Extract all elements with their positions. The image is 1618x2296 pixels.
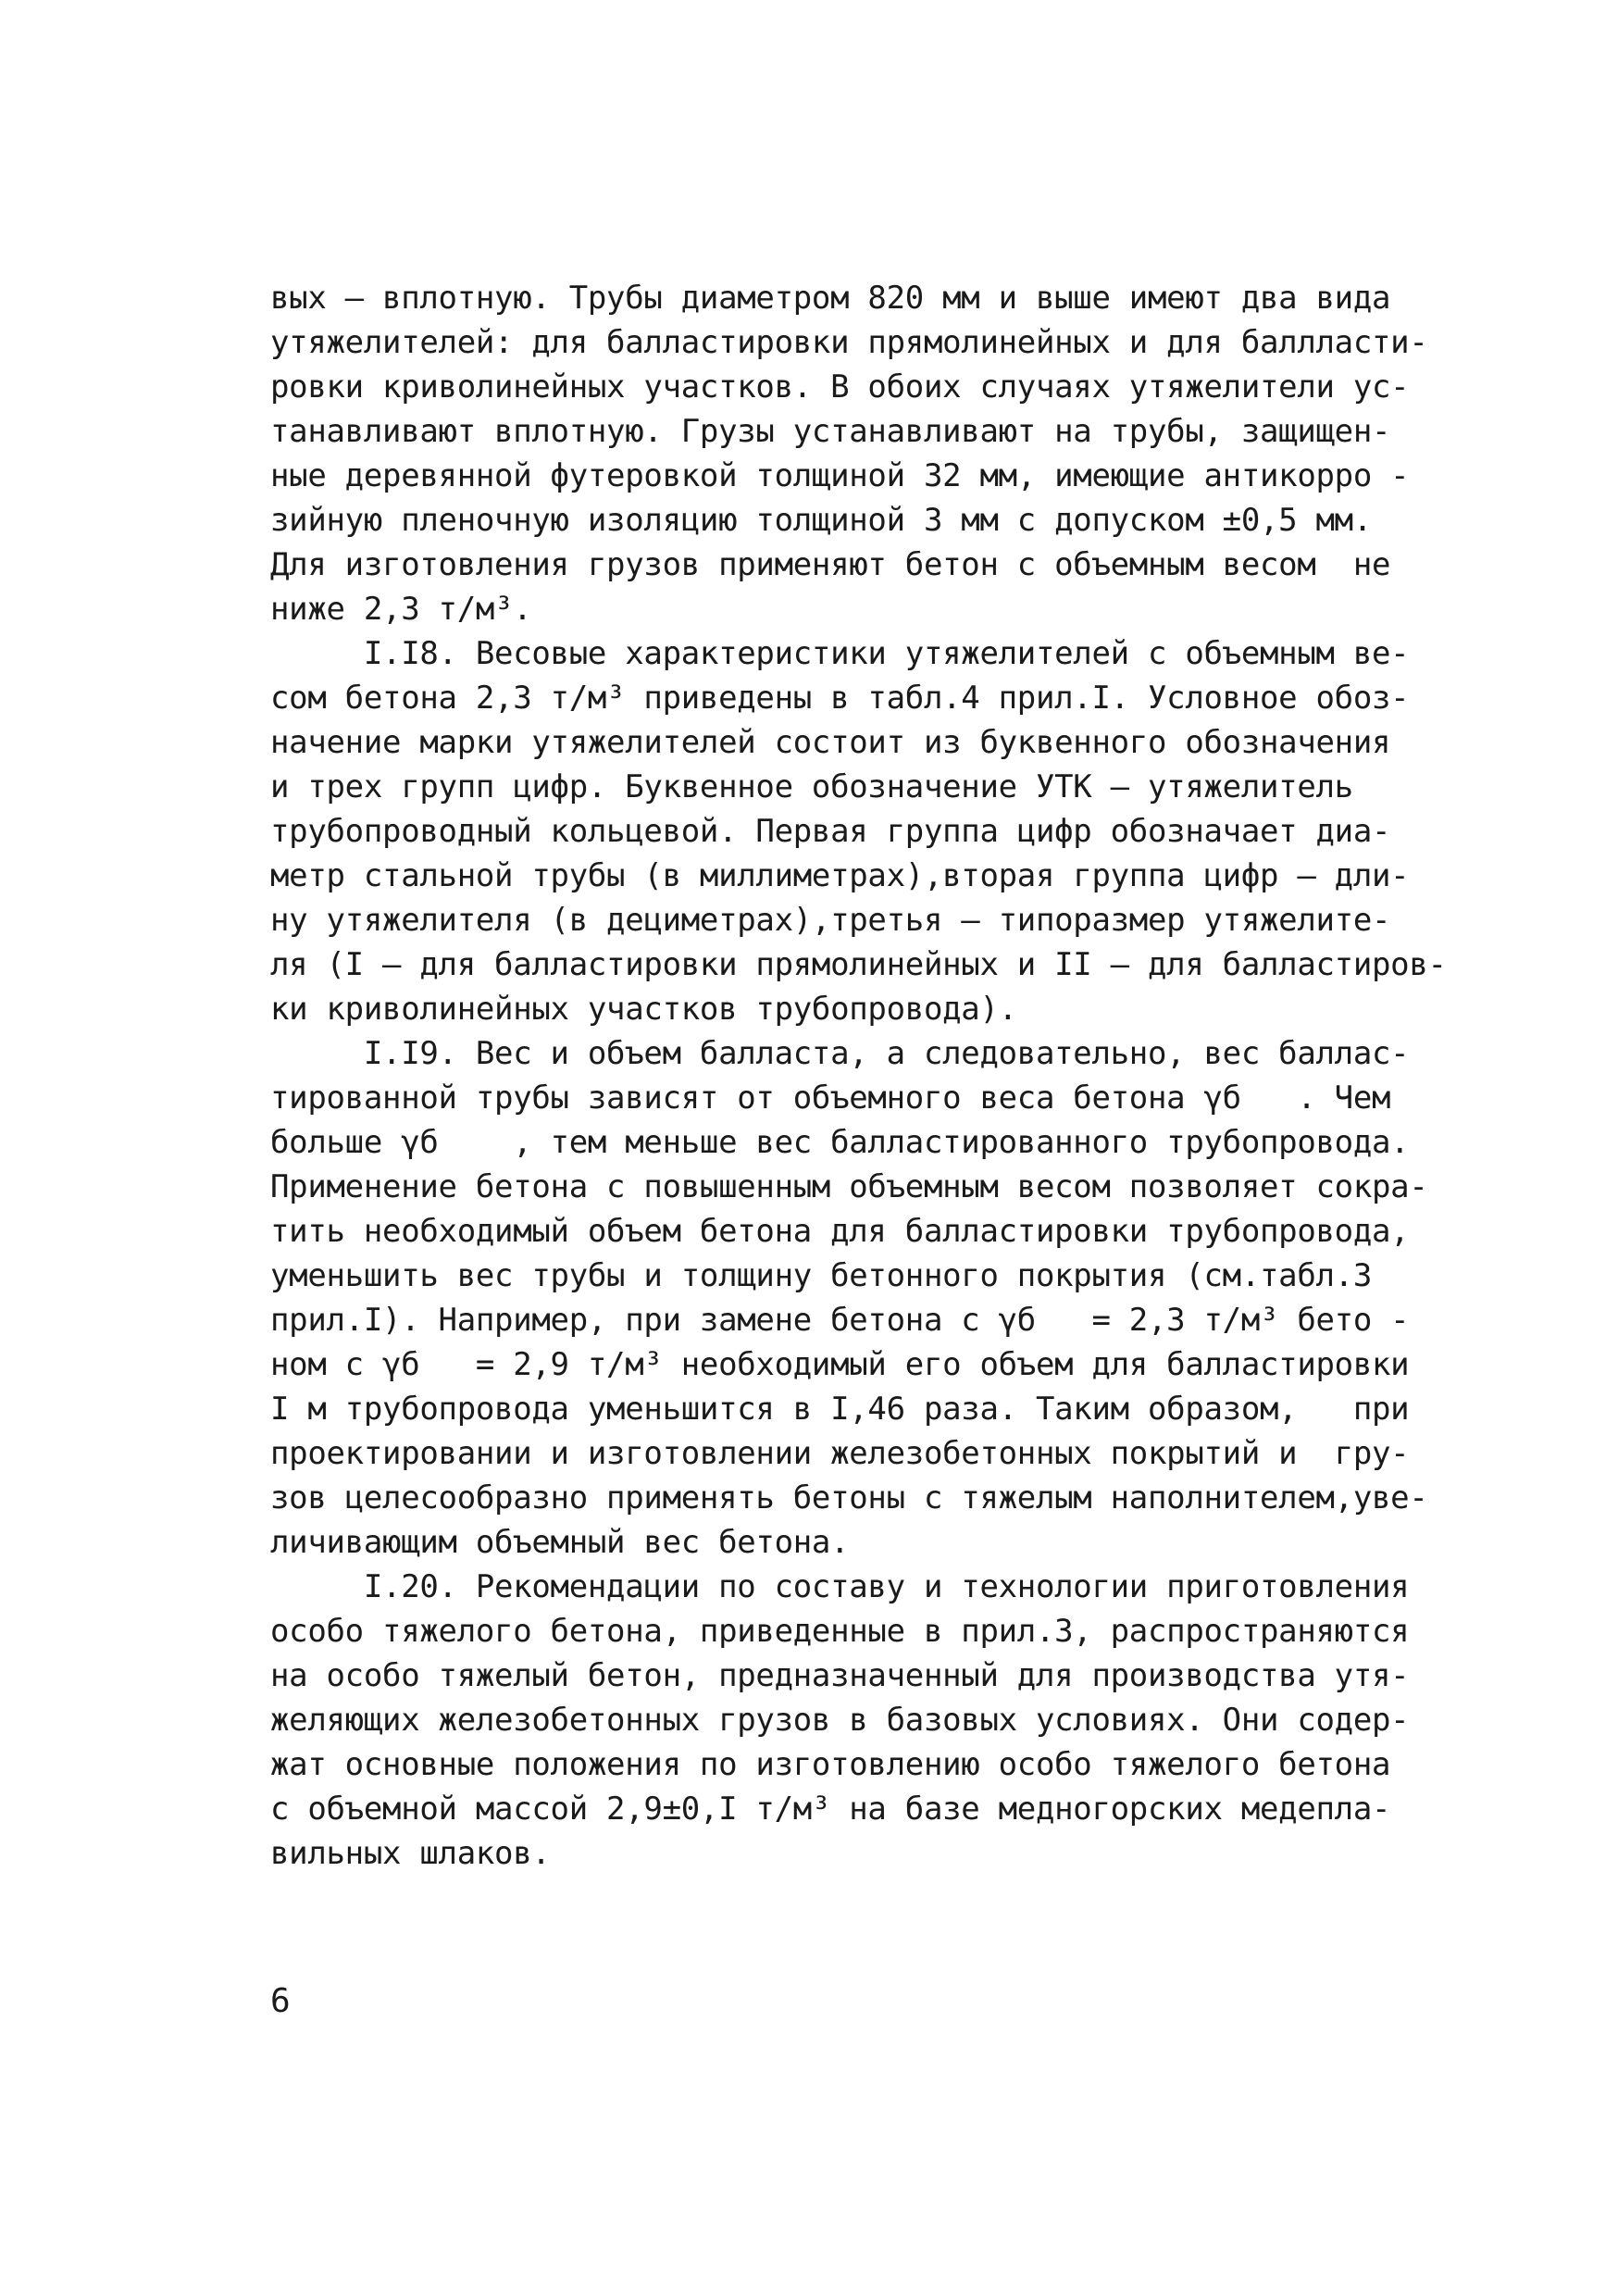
text-line: проектировании и изготовлении железобетонных покрытий и гру- (270, 1435, 1410, 1472)
text-line: утяжелителей: для балластировки прямолинейных и для баллласти- (270, 324, 1428, 361)
text-line: Применение бетона с повышенным объемным весом позволяет сокра- (270, 1168, 1428, 1205)
body-text (270, 276, 1447, 1876)
text-line: больше γб , тем меньше вес балластированного трубопровода. (270, 1124, 1410, 1161)
text-line: тить необходимый объем бетона для балластировки трубопровода, (270, 1213, 1410, 1250)
text-line: ля (I – для балластировки прямолинейных и II – для балластиров- (270, 946, 1447, 983)
text-line: I м трубопровода уменьшится в I,46 раза. Таким образом, при (270, 1391, 1410, 1428)
text-line: ровки криволинейных участков. В обоих случаях утяжелители ус- (270, 368, 1410, 406)
text-line: тированной трубы зависят от объемного веса бетона γб . Чем (270, 1079, 1391, 1117)
text-line: начение марки утяжелителей состоит из буквенного обозначения (270, 724, 1391, 761)
text-line: личивающим объемный вес бетона. (270, 1524, 850, 1561)
text-line: I.I9. Вес и объем балласта, а следовательно, вес баллас- (270, 1035, 1410, 1072)
text-line: I.20. Рекомендации по составу и технологии приготовления (270, 1568, 1410, 1605)
text-line: ну утяжелителя (в дециметрах),третья – типоразмер утяжелите- (270, 902, 1391, 939)
text-line: жат основные положения по изготовлению особо тяжелого бетона (270, 1746, 1391, 1783)
text-line: зов целесообразно применять бетоны с тяжелым наполнителем,уве- (270, 1479, 1428, 1516)
page-number: 6 (270, 1982, 291, 2020)
text-line: ниже 2,3 т/м³. (270, 591, 532, 628)
text-line: ные деревянной футеровкой толщиной 32 мм, имеющие антикорро - (270, 457, 1410, 494)
text-line: Для изготовления грузов применяют бетон с объемным весом не (270, 546, 1391, 583)
text-line: танавливают вплотную. Грузы устанавливают на трубы, защищен- (270, 413, 1391, 450)
text-line: уменьшить вес трубы и толщину бетонного покрытия (см.табл.3 (270, 1257, 1373, 1294)
text-line: зийную пленочную изоляцию толщиной 3 мм с допуском ±0,5 мм. (270, 502, 1373, 539)
text-line: метр стальной трубы (в миллиметрах),вторая группа цифр – дли- (270, 857, 1410, 894)
text-line: желяющих железобетонных грузов в базовых условиях. Они содер- (270, 1702, 1410, 1739)
text-line: ки криволинейных участков трубопровода). (270, 991, 1017, 1028)
text-line: трубопроводный кольцевой. Первая группа цифр обозначает диа- (270, 813, 1391, 850)
text-line: особо тяжелого бетона, приведенные в прил.3, распространяются (270, 1613, 1410, 1650)
text-line: с объемной массой 2,9±0,I т/м³ на базе медногорских медепла- (270, 1791, 1391, 1828)
text-line: и трех групп цифр. Буквенное обозначение УТК – утяжелитель (270, 768, 1353, 805)
text-line: вых – вплотную. Трубы диаметром 820 мм и выше имеют два вида (270, 280, 1391, 317)
text-line: I.I8. Весовые характеристики утяжелителей с объемным ве- (270, 635, 1410, 672)
text-line: сом бетона 2,3 т/м³ приведены в табл.4 прил.I. Условное обоз- (270, 680, 1410, 717)
text-line: прил.I). Например, при замене бетона с γб = 2,3 т/м³ бето - (270, 1302, 1410, 1339)
text-line: ном с γб = 2,9 т/м³ необходимый его объем для балластировки (270, 1346, 1410, 1383)
text-line: вильных шлаков. (270, 1835, 551, 1872)
text-line: на особо тяжелый бетон, предназначенный для производства утя- (270, 1657, 1410, 1694)
